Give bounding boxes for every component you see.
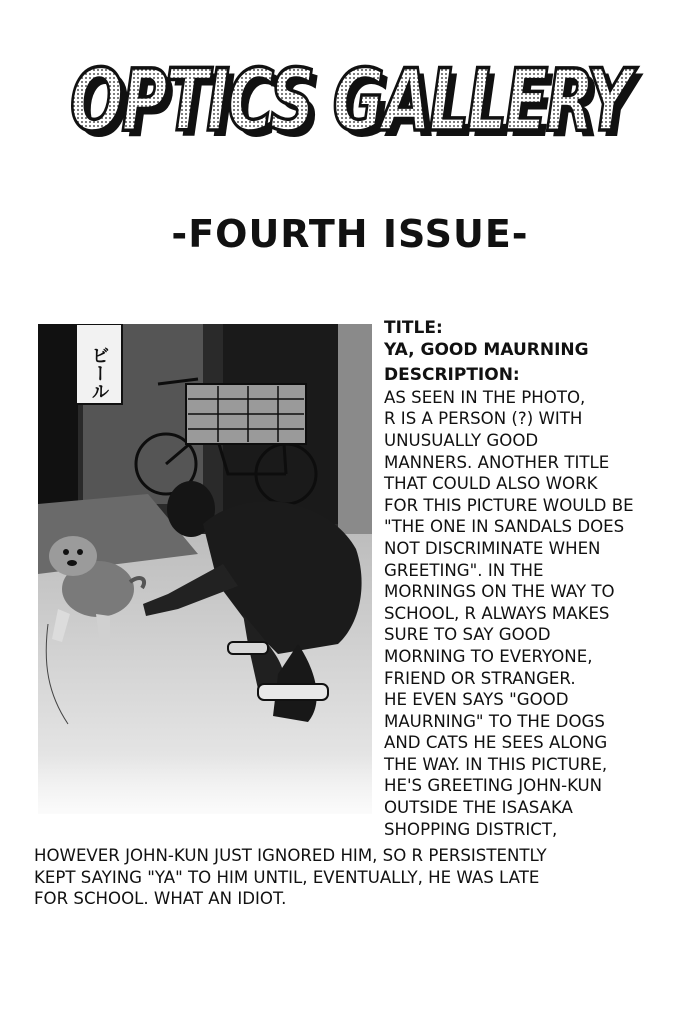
description-line: THAT COULD ALSO WORK [384,474,598,494]
description-line: MAURNING" TO THE DOGS [384,711,605,731]
description-line: "THE ONE IN SANDALS DOES [384,517,625,537]
description-line: AS SEEN IN THE PHOTO, [384,387,586,407]
shop-sign-text: ビール [88,346,110,400]
issue-subtitle: -FOURTH ISSUE- [171,212,529,256]
description-line: GREETING". IN THE [384,560,544,580]
description-line: SURE TO SAY GOOD [384,625,551,645]
description-line: SHOPPING DISTRICT, [384,819,558,839]
title-value: YA, GOOD MAURNING [384,339,589,360]
entry-bottom-text [34,845,674,910]
entry-side-text [384,318,694,840]
description-line: SCHOOL, R ALWAYS MAKES [384,603,610,623]
description-line: FRIEND OR STRANGER. [384,668,576,688]
description-line: FOR THIS PICTURE WOULD BE [384,495,634,515]
description-line: HE EVEN SAYS "GOOD [384,690,569,710]
description-line: MORNINGS ON THE WAY TO [384,582,615,602]
description-line: HOWEVER JOHN-KUN JUST IGNORED HIM, SO R PERSISTENTLY [34,846,547,865]
description-line: UNUSUALLY GOOD [384,430,539,450]
description-line: R IS A PERSON (?) WITH [384,409,583,429]
description-line: MORNING TO EVERYONE, [384,646,593,666]
gallery-title-shadow: OPTICS GALLERY [76,57,644,157]
description-label: DESCRIPTION: [384,365,520,386]
description-line: THE WAY. IN THIS PICTURE, [384,754,608,774]
gallery-title [40,40,660,160]
gallery-title-graphic [40,40,660,160]
description-line: HE'S GREETING JOHN-KUN [384,776,603,796]
gallery-title-text: OPTICS GALLERY [70,51,638,151]
title-label: TITLE: [384,318,443,338]
description-line: NOT DISCRIMINATE WHEN [384,538,601,558]
gallery-photo [38,324,372,834]
description-line: OUTSIDE THE ISASAKA [384,798,573,818]
shop-sign [76,324,122,404]
description-line: AND CATS HE SEES ALONG [384,733,608,753]
description-line: KEPT SAYING "YA" TO HIM UNTIL, EVENTUALLY, HE WAS LATE [34,867,540,887]
description-line: MANNERS. ANOTHER TITLE [384,452,610,472]
description-line: FOR SCHOOL. WHAT AN IDIOT. [34,889,287,909]
